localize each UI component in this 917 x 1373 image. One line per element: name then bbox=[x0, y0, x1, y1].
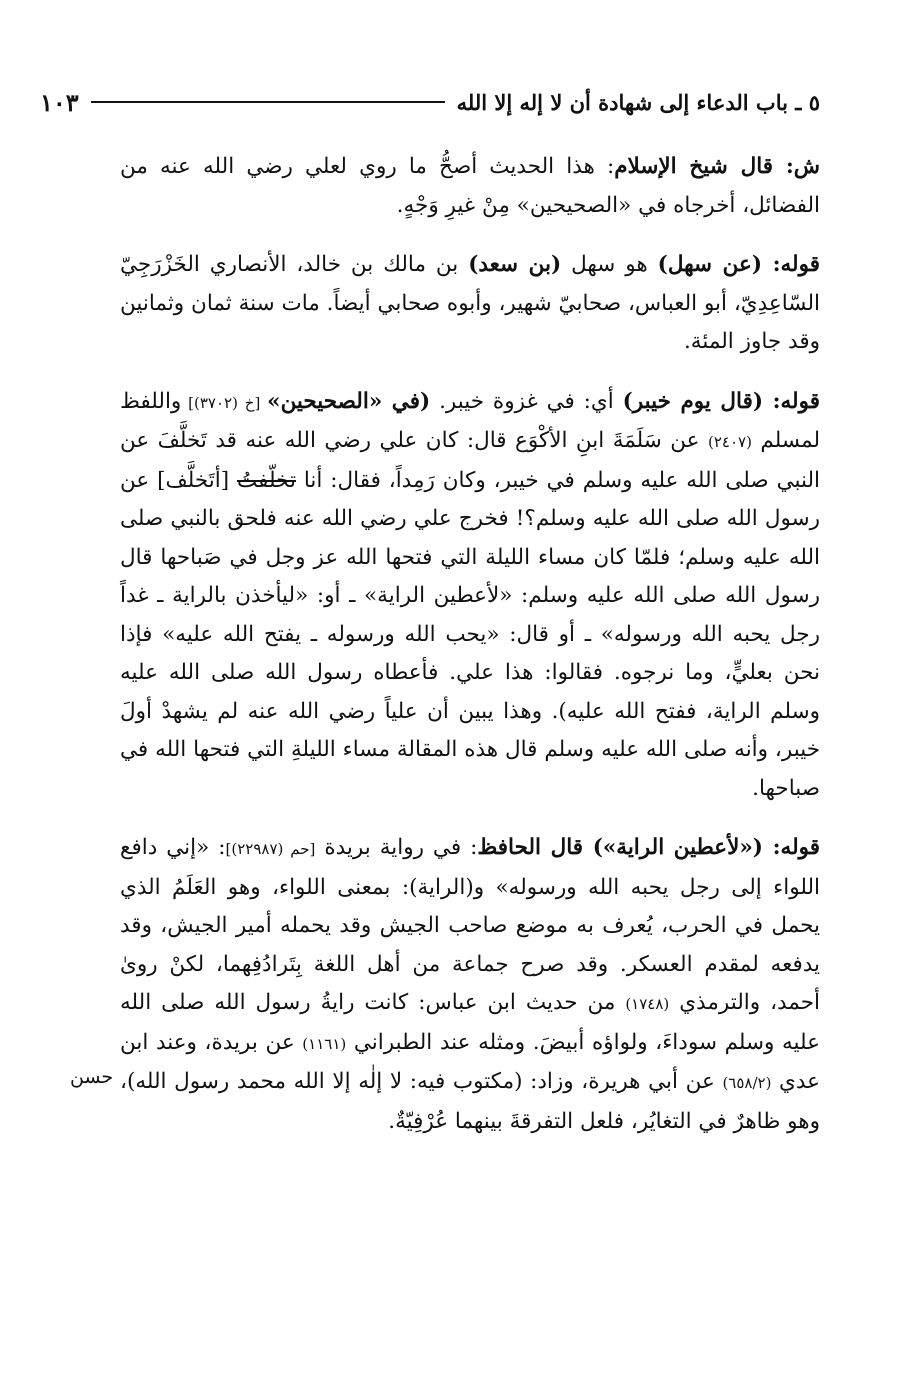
lead-phrase: قوله: (قال يوم خيبر) bbox=[622, 388, 820, 414]
text-segment: من حديث ابن عباس: كانت رايةُ رسول الله صلى الله عليه وسلم سوداءَ، ولواؤه أبيضَ. ومثله عند الطبراني bbox=[120, 990, 820, 1055]
lead-phrase: (بن سعد) bbox=[468, 252, 562, 277]
lead-phrase: ش: قال شيخ الإسلام bbox=[614, 154, 820, 179]
reference-citation: (٢٤٠٧) bbox=[707, 433, 752, 451]
reference-citation: [خ (٣٧٠٢)] bbox=[181, 393, 268, 412]
text-segment: أي: في غزوة خيبر. bbox=[430, 388, 623, 414]
reference-citation: [حم (٢٢٩٨٧)] bbox=[225, 840, 316, 858]
header-rule bbox=[91, 101, 445, 103]
lead-phrase: (في «الصحيحين» bbox=[267, 388, 431, 414]
chapter-title: ٥ ـ باب الدعاء إلى شهادة أن لا إله إلا الله bbox=[456, 89, 820, 115]
lead-phrase: قوله: («لأعطين الراية») قال الحافظ bbox=[477, 835, 821, 860]
reference-citation: (١١٦١) bbox=[302, 1034, 347, 1053]
page-number: ١٠٣ bbox=[40, 87, 79, 117]
text-segment: : في رواية بريدة bbox=[315, 835, 478, 860]
paragraph bbox=[120, 148, 820, 225]
page-body bbox=[120, 148, 820, 1162]
text-segment: عن بريدة، وعند ابن عدي bbox=[120, 1029, 820, 1094]
reference-citation: (١٧٤٨) bbox=[625, 995, 670, 1013]
reference-citation: (٦٥٨/٢) bbox=[722, 1074, 772, 1092]
lead-phrase: قوله: (عن سهل) bbox=[657, 252, 820, 277]
text-segment: : هذا الحديث أصحُّ ما روي لعلي رضي الله عنه من الفضائل، أخرجاه في «الصحيحين» مِنْ غيرِ وَجْهٍ. bbox=[120, 154, 820, 218]
paragraph bbox=[120, 829, 820, 1141]
running-header bbox=[40, 82, 820, 122]
text-segment: بن مالك بن خالد، الأنصاري الخَزْرَجِيّ السّاعِدِيّ، أبو العباس، صحابيّ شهير، وأبوه صحابي أيضاً. مات سنة ثمان وثمانين وقد جاوز المئة. bbox=[120, 252, 820, 354]
paragraph bbox=[120, 246, 820, 362]
text-segment: عن أبي هريرة، وزاد: (مكتوب فيه: لا إلٰه إلا الله محمد رسول الله)، وهو ظاهرٌ في التغايُر، فلعل التفرقةَ بينهما عُرْفِيّةٌ. bbox=[120, 1069, 820, 1134]
text-segment: [أتَخلَّف] عن رسول الله صلى الله عليه وسلم؟! فخرج علي رضي الله عنه فلحق بالنبي صلى الله عليه وسلم؛ فلمّا كان مساء الليلة التي فتحها الله عز وجل في صَباحها قال رسول الله صلى الله عليه وسلم: «لأعطين الراية» ـ أو: «ليأخذن بالراية ـ غداً رجل يحبه الله ورسوله» ـ أو قال: «يحب الله ورسوله ـ يفتح الله عليه» فإذا نحن بعليٍّ، وما نرجوه. فقالوا: هذا علي. فأعطاه رسول الله صلى الله عليه وسلم الراية، ففتح الله عليه). وهذا يبين أن علياً رضي الله عنه لم يشهدْ أولَ خيبر، وأنه صلى الله عليه وسلم قال هذه المقالة مساء الليلةِ التي فتحها الله في صباحها. bbox=[120, 467, 820, 801]
margin-note: حسن bbox=[70, 1066, 114, 1088]
text-segment: عن سَلَمَةَ ابنِ الأكْوَع قال: كان علي رضي الله عنه قد تَخلَّفَ عن النبي صلى الله عليه وسلم في خيبر، وكان رَمِداً، فقال: أنا bbox=[120, 428, 820, 493]
text-segment: واللفظ لمسلم bbox=[120, 388, 821, 453]
text-segment: : «إني دافع اللواء إلى رجل يحبه الله ورسوله» و(الراية): بمعنى اللواء، وهو العَلَمُ الذي يحمل في الحرب، يُعرف به موضع صاحب الجيش وقد يحمله أمير الجيش، وقد يدفعه لمقدم العسكر. وقد صرح جماعة من أهل اللغة بِتَرادُفِهما، لكنْ روىٰ أحمد، والترمذي bbox=[120, 835, 820, 1015]
text-segment: هو سهل bbox=[561, 252, 658, 277]
struck-word: تخلّفتُ bbox=[237, 467, 296, 493]
paragraph bbox=[120, 383, 820, 809]
